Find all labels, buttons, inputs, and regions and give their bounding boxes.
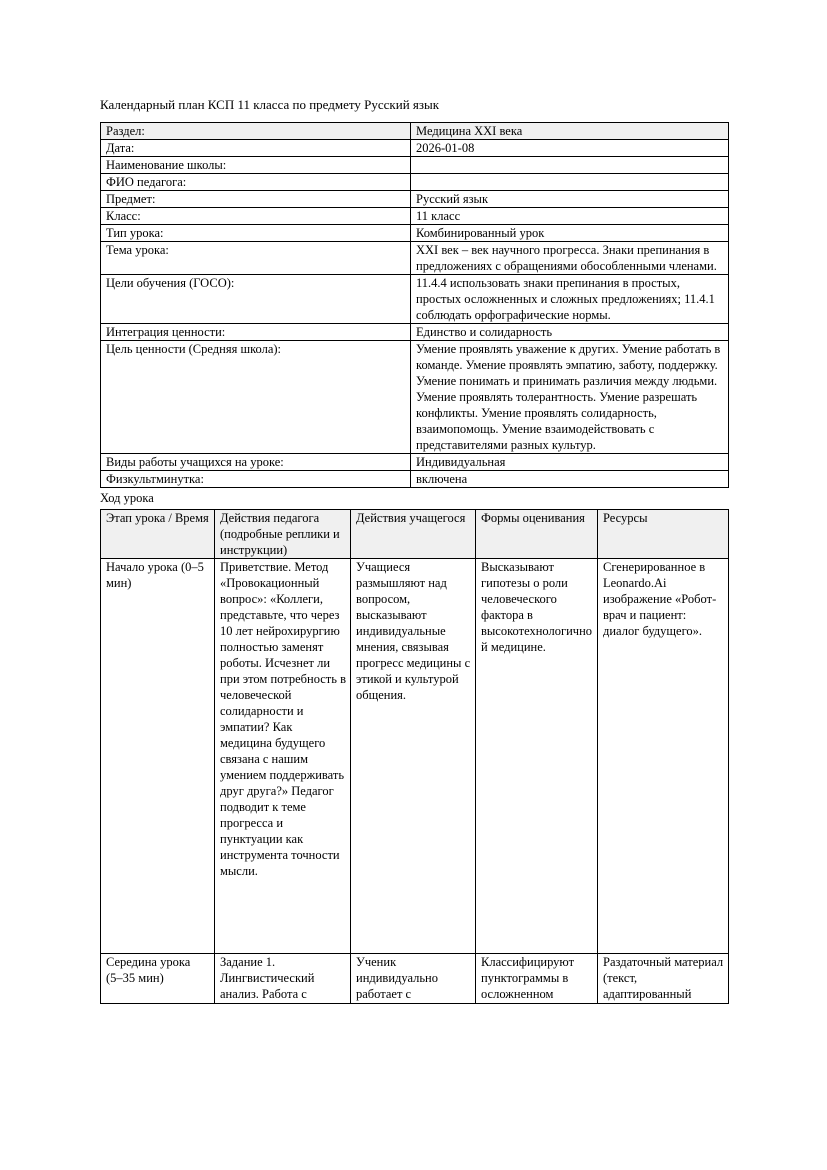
student-actions-cell	[351, 954, 476, 1004]
clipped-text: Раздаточный материал (текст, адаптированный	[603, 955, 724, 1001]
info-label: Цель ценности (Средняя школа):	[101, 341, 411, 454]
column-header-student-actions: Действия учащегося	[351, 510, 476, 559]
info-value: Единство и солидарность	[411, 324, 729, 341]
lesson-row-middle	[101, 954, 729, 1004]
column-header-teacher-actions: Действия педагога (подробные реплики и инструкции)	[215, 510, 351, 559]
student-actions-cell: Учащиеся размышляют над вопросом, высказывают индивидуальные мнения, связывая прогресс медицины с этикой и культурой общения.	[351, 559, 476, 954]
assessment-cell: Высказывают гипотезы о роли человеческого фактора в высокотехнологичной медицине.	[476, 559, 598, 954]
info-row-learning-goals	[101, 275, 729, 324]
assessment-cell	[476, 954, 598, 1004]
info-row-subject	[101, 191, 729, 208]
teacher-actions-cell: Приветствие. Метод «Провокационный вопрос»: «Коллеги, представьте, что через 10 лет нейрохирургию полностью заменят роботы. Исчезнет ли при этом потребность в человеческой солидарности и эмпатии? Как медицина будущего связана с нашим умением поддерживать друг друга?» Педагог подводит к теме прогресса и пунктуации как инструмента точности мысли.	[215, 559, 351, 954]
info-row-section	[101, 123, 729, 140]
info-row-school	[101, 157, 729, 174]
info-row-phys-minute	[101, 471, 729, 488]
info-row-work-types	[101, 454, 729, 471]
info-label: Физкультминутка:	[101, 471, 411, 488]
info-label: Цели обучения (ГОСО):	[101, 275, 411, 324]
column-header-stage: Этап урока / Время	[101, 510, 215, 559]
info-value: Русский язык	[411, 191, 729, 208]
clipped-text: Середина урока (5–35 мин)	[106, 955, 191, 985]
info-value: включена	[411, 471, 729, 488]
info-label: Наименование школы:	[101, 157, 411, 174]
info-row-teacher-name	[101, 174, 729, 191]
info-label: Раздел:	[101, 123, 411, 140]
resources-cell	[598, 954, 729, 1004]
document-title: Календарный план КСП 11 класса по предмету Русский язык	[100, 97, 440, 112]
info-label: Тема урока:	[101, 242, 411, 275]
info-label: Предмет:	[101, 191, 411, 208]
lesson-info-table	[100, 122, 729, 488]
info-value	[411, 174, 729, 191]
info-label: Класс:	[101, 208, 411, 225]
clipped-text: Задание 1. Лингвистический анализ. Работа с	[220, 955, 315, 1001]
info-value: Медицина XXI века	[411, 123, 729, 140]
clipped-text: Ученик индивидуально работает с	[356, 955, 439, 1001]
info-value: Индивидуальная	[411, 454, 729, 471]
info-row-lesson-topic	[101, 242, 729, 275]
stage-cell: Начало урока (0–5 мин)	[101, 559, 215, 954]
info-value: 11 класс	[411, 208, 729, 225]
info-row-values-integration	[101, 324, 729, 341]
lesson-flow-table	[100, 509, 729, 1004]
section-heading: Ход урока	[100, 491, 154, 505]
info-label: Виды работы учащихся на уроке:	[101, 454, 411, 471]
teacher-actions-cell	[215, 954, 351, 1004]
info-label: Интеграция ценности:	[101, 324, 411, 341]
lesson-header-row	[101, 510, 729, 559]
clipped-text: Классифицируют пунктограммы в осложненном	[481, 955, 575, 1001]
info-row-date	[101, 140, 729, 157]
info-row-lesson-type	[101, 225, 729, 242]
info-value: 11.4.4 использовать знаки препинания в простых, простых осложненных и сложных предложениях; 11.4.1 соблюдать орфографические нормы.	[411, 275, 729, 324]
column-header-resources: Ресурсы	[598, 510, 729, 559]
info-value: Комбинированный урок	[411, 225, 729, 242]
info-value	[411, 157, 729, 174]
document-sheet	[100, 97, 728, 1004]
info-label: Тип урока:	[101, 225, 411, 242]
info-value: XXI век – век научного прогресса. Знаки препинания в предложениях с обращениями обособленными членами.	[411, 242, 729, 275]
info-value: Умение проявлять уважение к других. Умение работать в команде. Умение проявлять эмпатию, заботу, поддержку. Умение понимать и принимать различия между людьми. Умение проявлять толерантность. Умение разрешать конфликты. Умение проявлять солидарность, взаимопомощь. Умение взаимодействовать с представителями разных культур.	[411, 341, 729, 454]
stage-cell	[101, 954, 215, 1004]
resources-cell: Сгенерированное в Leonardo.Ai изображение «Робот-врач и пациент: диалог будущего».	[598, 559, 729, 954]
info-label: Дата:	[101, 140, 411, 157]
lesson-row-start	[101, 559, 729, 954]
info-row-class	[101, 208, 729, 225]
info-row-values-goal	[101, 341, 729, 454]
column-header-assessment: Формы оценивания	[476, 510, 598, 559]
info-value: 2026-01-08	[411, 140, 729, 157]
info-label: ФИО педагога:	[101, 174, 411, 191]
